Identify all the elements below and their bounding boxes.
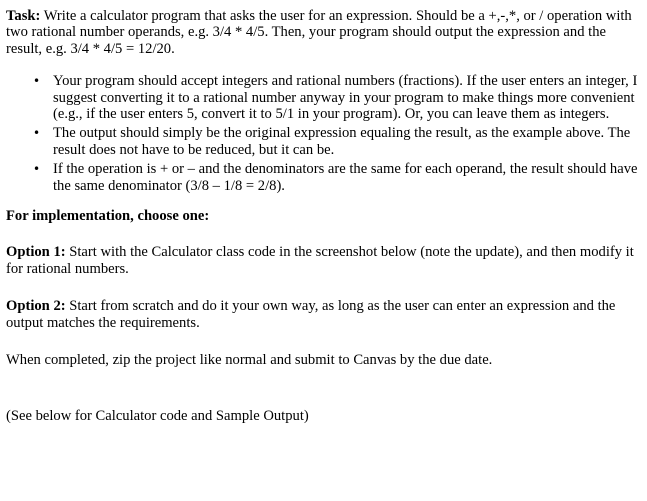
task-text: Write a calculator program that asks the user for an expression. Should be a +,-,*, or / operation with two rational number operands, e.g. 3/4 * 4/5. Then, your program should output the expression and the result, e.g. 3/4 * 4/5 = 12/20. <box>6 8 632 57</box>
requirement-text: Your program should accept integers and rational numbers (fractions). If the user enters an integer, I suggest converting it to a rational number anyway in your program to make things more convenient (e.g., if the user enters 5, convert it to 5/1 in your program). Or, you can leave them as integers. <box>53 73 638 123</box>
option-1-paragraph <box>6 244 638 277</box>
assignment-document <box>6 8 638 424</box>
list-item <box>33 125 638 158</box>
requirement-text: The output should simply be the original expression equaling the result, as the example above. The result does not have to be reduced, but it can be. <box>53 125 631 158</box>
option-2-paragraph <box>6 298 638 331</box>
bullet-icon: • <box>33 74 41 89</box>
requirements-list <box>6 73 638 194</box>
implementation-heading: For implementation, choose one: <box>6 208 210 225</box>
option-2-label: Option 2: <box>6 298 66 315</box>
see-below-note: (See below for Calculator code and Sample Output) <box>6 407 309 424</box>
option-2-text: Start from scratch and do it your own way, as long as the user can enter an expression and the output matches the requirements. <box>6 298 616 331</box>
list-item <box>33 73 638 122</box>
task-label: Task: <box>6 8 41 24</box>
option-1-label: Option 1: <box>6 244 66 261</box>
bullet-icon: • <box>33 162 41 177</box>
bullet-icon: • <box>33 126 41 141</box>
list-item <box>33 161 638 194</box>
task-paragraph <box>6 8 638 57</box>
requirement-text: If the operation is + or – and the denominators are the same for each operand, the result should have the same denominator (3/8 – 1/8 = 2/8). <box>53 161 638 194</box>
completion-note: When completed, zip the project like normal and submit to Canvas by the due date. <box>6 352 493 369</box>
option-1-text: Start with the Calculator class code in the screenshot below (note the update), and then modify it for rational numbers. <box>6 244 634 277</box>
